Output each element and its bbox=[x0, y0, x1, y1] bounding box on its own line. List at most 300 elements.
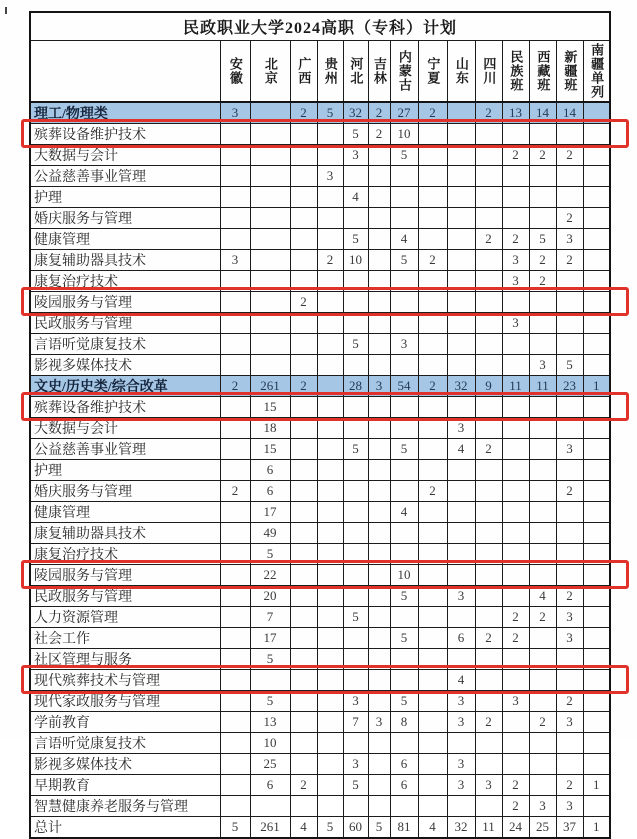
cell: 3 bbox=[220, 102, 250, 124]
row-label: 总计 bbox=[30, 817, 220, 839]
cell bbox=[502, 523, 529, 544]
cell bbox=[502, 397, 529, 418]
cell: 5 bbox=[343, 775, 368, 796]
cell bbox=[447, 796, 475, 817]
cell bbox=[583, 145, 610, 166]
cell bbox=[418, 544, 447, 565]
cell bbox=[447, 523, 475, 544]
column-header-4: 河北 bbox=[343, 40, 368, 102]
table-row bbox=[30, 712, 610, 733]
cell bbox=[368, 523, 390, 544]
cell: 27 bbox=[390, 102, 418, 124]
cell: 4 bbox=[390, 229, 418, 250]
cell bbox=[290, 124, 317, 145]
cell bbox=[343, 313, 368, 334]
cell bbox=[502, 481, 529, 502]
cell bbox=[447, 649, 475, 670]
cell bbox=[502, 733, 529, 754]
cell bbox=[502, 187, 529, 208]
cell bbox=[317, 628, 343, 649]
cell: 4 bbox=[529, 586, 556, 607]
cell bbox=[529, 502, 556, 523]
cell bbox=[529, 418, 556, 439]
cell bbox=[368, 628, 390, 649]
cell bbox=[390, 670, 418, 691]
row-label: 康复治疗技术 bbox=[30, 544, 220, 565]
cell bbox=[447, 733, 475, 754]
cell: 5 bbox=[250, 544, 290, 565]
cell bbox=[290, 544, 317, 565]
row-label: 殡葬设备维护技术 bbox=[30, 397, 220, 418]
cell bbox=[343, 502, 368, 523]
cell bbox=[220, 418, 250, 439]
cell bbox=[418, 334, 447, 355]
cell bbox=[343, 733, 368, 754]
cell bbox=[317, 334, 343, 355]
cell bbox=[368, 355, 390, 376]
cell bbox=[475, 166, 502, 187]
cell bbox=[475, 502, 502, 523]
cell: 32 bbox=[447, 817, 475, 839]
cell bbox=[475, 670, 502, 691]
cell bbox=[317, 607, 343, 628]
cell bbox=[368, 208, 390, 229]
column-header-7: 宁夏 bbox=[418, 40, 447, 102]
cell bbox=[447, 460, 475, 481]
cell bbox=[250, 250, 290, 271]
cell: 2 bbox=[220, 481, 250, 502]
table-row bbox=[30, 502, 610, 523]
cell bbox=[368, 670, 390, 691]
cell: 32 bbox=[447, 376, 475, 397]
cell bbox=[556, 187, 583, 208]
row-label: 言语听觉康复技术 bbox=[30, 334, 220, 355]
cell: 5 bbox=[390, 250, 418, 271]
cell bbox=[368, 271, 390, 292]
cell bbox=[290, 229, 317, 250]
cell bbox=[418, 796, 447, 817]
cell: 2 bbox=[418, 481, 447, 502]
cell bbox=[290, 313, 317, 334]
cell bbox=[220, 187, 250, 208]
row-label: 文史/历史类/综合改革 bbox=[30, 376, 220, 397]
row-label: 陵园服务与管理 bbox=[30, 565, 220, 586]
cell bbox=[529, 481, 556, 502]
cell: 24 bbox=[502, 817, 529, 839]
cell bbox=[220, 607, 250, 628]
row-label: 健康管理 bbox=[30, 502, 220, 523]
cell: 5 bbox=[343, 607, 368, 628]
cell bbox=[220, 649, 250, 670]
cell: 3 bbox=[447, 754, 475, 775]
cell bbox=[583, 397, 610, 418]
cell bbox=[250, 271, 290, 292]
cell: 2 bbox=[475, 712, 502, 733]
table-row bbox=[30, 691, 610, 712]
cell: 2 bbox=[556, 250, 583, 271]
cell: 10 bbox=[390, 124, 418, 145]
cell bbox=[220, 208, 250, 229]
cell bbox=[250, 334, 290, 355]
cell bbox=[475, 565, 502, 586]
cell bbox=[368, 187, 390, 208]
cell bbox=[343, 292, 368, 313]
cell: 2 bbox=[418, 376, 447, 397]
cell bbox=[368, 607, 390, 628]
cell bbox=[475, 754, 502, 775]
cell bbox=[447, 229, 475, 250]
cell bbox=[418, 229, 447, 250]
cell: 3 bbox=[502, 313, 529, 334]
cell bbox=[502, 586, 529, 607]
cell bbox=[290, 208, 317, 229]
cell bbox=[220, 628, 250, 649]
cell bbox=[447, 145, 475, 166]
cell bbox=[447, 565, 475, 586]
table-row bbox=[30, 460, 610, 481]
cell: 25 bbox=[529, 817, 556, 839]
cell: 6 bbox=[390, 775, 418, 796]
row-label: 社会工作 bbox=[30, 628, 220, 649]
cell bbox=[418, 586, 447, 607]
cell bbox=[317, 502, 343, 523]
cell: 14 bbox=[556, 102, 583, 124]
cell bbox=[390, 166, 418, 187]
cell bbox=[529, 460, 556, 481]
cell: 2 bbox=[475, 628, 502, 649]
cell bbox=[447, 502, 475, 523]
cell bbox=[390, 355, 418, 376]
row-label: 影视多媒体技术 bbox=[30, 355, 220, 376]
cell bbox=[290, 670, 317, 691]
cell bbox=[343, 355, 368, 376]
cell bbox=[343, 397, 368, 418]
cell bbox=[368, 334, 390, 355]
cell bbox=[418, 691, 447, 712]
cell: 5 bbox=[343, 334, 368, 355]
cell bbox=[343, 166, 368, 187]
column-header-2: 广西 bbox=[290, 40, 317, 102]
cell bbox=[290, 712, 317, 733]
cell bbox=[583, 439, 610, 460]
cell bbox=[529, 208, 556, 229]
cell bbox=[220, 271, 250, 292]
cell bbox=[475, 271, 502, 292]
row-label: 康复治疗技术 bbox=[30, 271, 220, 292]
cell: 2 bbox=[475, 229, 502, 250]
cell bbox=[502, 439, 529, 460]
cell bbox=[475, 460, 502, 481]
cell bbox=[502, 670, 529, 691]
cell bbox=[583, 754, 610, 775]
table-row bbox=[30, 775, 610, 796]
cell bbox=[368, 649, 390, 670]
cell: 7 bbox=[250, 607, 290, 628]
cell: 3 bbox=[556, 712, 583, 733]
cell bbox=[447, 124, 475, 145]
cell bbox=[583, 481, 610, 502]
cell: 2 bbox=[502, 145, 529, 166]
cell: 3 bbox=[556, 439, 583, 460]
cell bbox=[583, 355, 610, 376]
cell: 37 bbox=[556, 817, 583, 839]
cell bbox=[583, 292, 610, 313]
cell: 4 bbox=[390, 502, 418, 523]
cell bbox=[502, 124, 529, 145]
cell: 9 bbox=[475, 376, 502, 397]
cell: 2 bbox=[502, 607, 529, 628]
cell bbox=[418, 523, 447, 544]
cell bbox=[502, 418, 529, 439]
cell bbox=[290, 586, 317, 607]
cell bbox=[529, 670, 556, 691]
column-header-11: 西藏班 bbox=[529, 40, 556, 102]
cell bbox=[317, 733, 343, 754]
cell bbox=[418, 145, 447, 166]
cell bbox=[368, 460, 390, 481]
cell: 3 bbox=[529, 355, 556, 376]
cell bbox=[418, 649, 447, 670]
cell bbox=[502, 208, 529, 229]
column-header-9: 四川 bbox=[475, 40, 502, 102]
cell bbox=[220, 166, 250, 187]
table-row bbox=[30, 355, 610, 376]
cell bbox=[390, 607, 418, 628]
cell bbox=[475, 544, 502, 565]
table-row bbox=[30, 628, 610, 649]
cell bbox=[475, 250, 502, 271]
cell bbox=[556, 754, 583, 775]
cell: 2 bbox=[475, 102, 502, 124]
cell: 5 bbox=[390, 628, 418, 649]
cell: 32 bbox=[343, 102, 368, 124]
cell bbox=[529, 649, 556, 670]
cell bbox=[290, 628, 317, 649]
cell bbox=[220, 313, 250, 334]
cell bbox=[220, 355, 250, 376]
cell bbox=[447, 544, 475, 565]
row-label: 康复辅助器具技术 bbox=[30, 250, 220, 271]
row-label: 民政服务与管理 bbox=[30, 586, 220, 607]
cell: 2 bbox=[368, 124, 390, 145]
cell bbox=[418, 670, 447, 691]
cell bbox=[220, 586, 250, 607]
cell bbox=[556, 565, 583, 586]
cell bbox=[220, 397, 250, 418]
cell: 2 bbox=[418, 102, 447, 124]
row-label: 社区管理与服务 bbox=[30, 649, 220, 670]
cell bbox=[502, 460, 529, 481]
cell: 5 bbox=[220, 817, 250, 839]
cell bbox=[556, 313, 583, 334]
cell bbox=[317, 124, 343, 145]
cell: 2 bbox=[502, 775, 529, 796]
cell bbox=[343, 628, 368, 649]
cell bbox=[220, 565, 250, 586]
cell bbox=[583, 334, 610, 355]
cell: 10 bbox=[343, 250, 368, 271]
cell bbox=[502, 712, 529, 733]
cell: 3 bbox=[502, 271, 529, 292]
table-row bbox=[30, 418, 610, 439]
cell bbox=[475, 397, 502, 418]
cell bbox=[250, 355, 290, 376]
cell bbox=[317, 439, 343, 460]
cell: 3 bbox=[447, 712, 475, 733]
cell bbox=[583, 208, 610, 229]
scan-artifact-mark bbox=[5, 7, 7, 14]
cell bbox=[475, 292, 502, 313]
cell bbox=[368, 313, 390, 334]
table-row bbox=[30, 397, 610, 418]
cell bbox=[317, 313, 343, 334]
cell: 5 bbox=[529, 229, 556, 250]
table-row bbox=[30, 586, 610, 607]
table-row bbox=[30, 733, 610, 754]
cell bbox=[390, 733, 418, 754]
cell bbox=[447, 187, 475, 208]
cell: 1 bbox=[583, 817, 610, 839]
cell bbox=[368, 145, 390, 166]
row-label: 大数据与会计 bbox=[30, 418, 220, 439]
cell bbox=[343, 481, 368, 502]
cell: 5 bbox=[317, 817, 343, 839]
cell: 261 bbox=[250, 817, 290, 839]
cell: 6 bbox=[390, 754, 418, 775]
cell bbox=[418, 607, 447, 628]
cell bbox=[529, 334, 556, 355]
cell bbox=[529, 124, 556, 145]
cell bbox=[583, 565, 610, 586]
row-label: 康复辅助器具技术 bbox=[30, 523, 220, 544]
table-title: 民政职业大学2024高职（专科）计划 bbox=[30, 12, 610, 40]
cell: 4 bbox=[447, 439, 475, 460]
cell: 3 bbox=[447, 586, 475, 607]
cell bbox=[418, 775, 447, 796]
table-row bbox=[30, 544, 610, 565]
table-row bbox=[30, 670, 610, 691]
cell bbox=[583, 187, 610, 208]
row-label: 民政服务与管理 bbox=[30, 313, 220, 334]
cell bbox=[220, 775, 250, 796]
cell: 5 bbox=[390, 691, 418, 712]
cell bbox=[583, 544, 610, 565]
cell: 3 bbox=[220, 250, 250, 271]
cell bbox=[502, 544, 529, 565]
cell: 3 bbox=[368, 712, 390, 733]
cell bbox=[583, 607, 610, 628]
cell bbox=[529, 292, 556, 313]
cell bbox=[475, 334, 502, 355]
cell bbox=[556, 124, 583, 145]
table-row bbox=[30, 439, 610, 460]
cell bbox=[418, 565, 447, 586]
cell bbox=[583, 166, 610, 187]
cell bbox=[343, 544, 368, 565]
cell bbox=[475, 208, 502, 229]
cell bbox=[317, 775, 343, 796]
table-row bbox=[30, 649, 610, 670]
cell bbox=[317, 208, 343, 229]
row-label: 现代殡葬技术与管理 bbox=[30, 670, 220, 691]
cell: 2 bbox=[529, 271, 556, 292]
cell: 3 bbox=[502, 691, 529, 712]
cell bbox=[502, 166, 529, 187]
cell bbox=[390, 397, 418, 418]
table-row bbox=[30, 523, 610, 544]
cell bbox=[447, 250, 475, 271]
cell bbox=[447, 313, 475, 334]
cell bbox=[418, 166, 447, 187]
cell bbox=[290, 355, 317, 376]
cell: 4 bbox=[290, 817, 317, 839]
cell bbox=[317, 649, 343, 670]
cell bbox=[390, 418, 418, 439]
cell bbox=[556, 733, 583, 754]
cell bbox=[529, 313, 556, 334]
cell: 81 bbox=[390, 817, 418, 839]
cell bbox=[368, 166, 390, 187]
cell bbox=[418, 292, 447, 313]
cell: 6 bbox=[447, 628, 475, 649]
cell bbox=[290, 754, 317, 775]
cell bbox=[250, 313, 290, 334]
cell: 10 bbox=[250, 733, 290, 754]
cell bbox=[368, 229, 390, 250]
cell bbox=[317, 187, 343, 208]
cell bbox=[290, 145, 317, 166]
cell bbox=[290, 460, 317, 481]
cell bbox=[583, 586, 610, 607]
cell: 3 bbox=[368, 376, 390, 397]
cell bbox=[290, 397, 317, 418]
cell bbox=[317, 376, 343, 397]
row-label: 婚庆服务与管理 bbox=[30, 208, 220, 229]
cell bbox=[418, 271, 447, 292]
cell: 7 bbox=[343, 712, 368, 733]
cell bbox=[447, 102, 475, 124]
cell bbox=[418, 313, 447, 334]
cell: 5 bbox=[390, 145, 418, 166]
cell: 3 bbox=[343, 754, 368, 775]
cell bbox=[317, 691, 343, 712]
cell bbox=[475, 649, 502, 670]
cell bbox=[290, 187, 317, 208]
cell bbox=[343, 586, 368, 607]
cell bbox=[556, 670, 583, 691]
row-label: 影视多媒体技术 bbox=[30, 754, 220, 775]
cell: 2 bbox=[556, 586, 583, 607]
cell: 1 bbox=[583, 775, 610, 796]
row-label: 人力资源管理 bbox=[30, 607, 220, 628]
section-row bbox=[30, 102, 610, 124]
cell bbox=[368, 733, 390, 754]
cell bbox=[250, 145, 290, 166]
cell bbox=[583, 124, 610, 145]
cell bbox=[317, 229, 343, 250]
cell bbox=[250, 796, 290, 817]
cell bbox=[290, 796, 317, 817]
row-label: 言语听觉康复技术 bbox=[30, 733, 220, 754]
cell bbox=[475, 418, 502, 439]
cell: 22 bbox=[250, 565, 290, 586]
column-header-12: 新疆班 bbox=[556, 40, 583, 102]
cell: 2 bbox=[502, 229, 529, 250]
table-row bbox=[30, 271, 610, 292]
cell bbox=[343, 796, 368, 817]
cell bbox=[583, 502, 610, 523]
cell bbox=[418, 733, 447, 754]
